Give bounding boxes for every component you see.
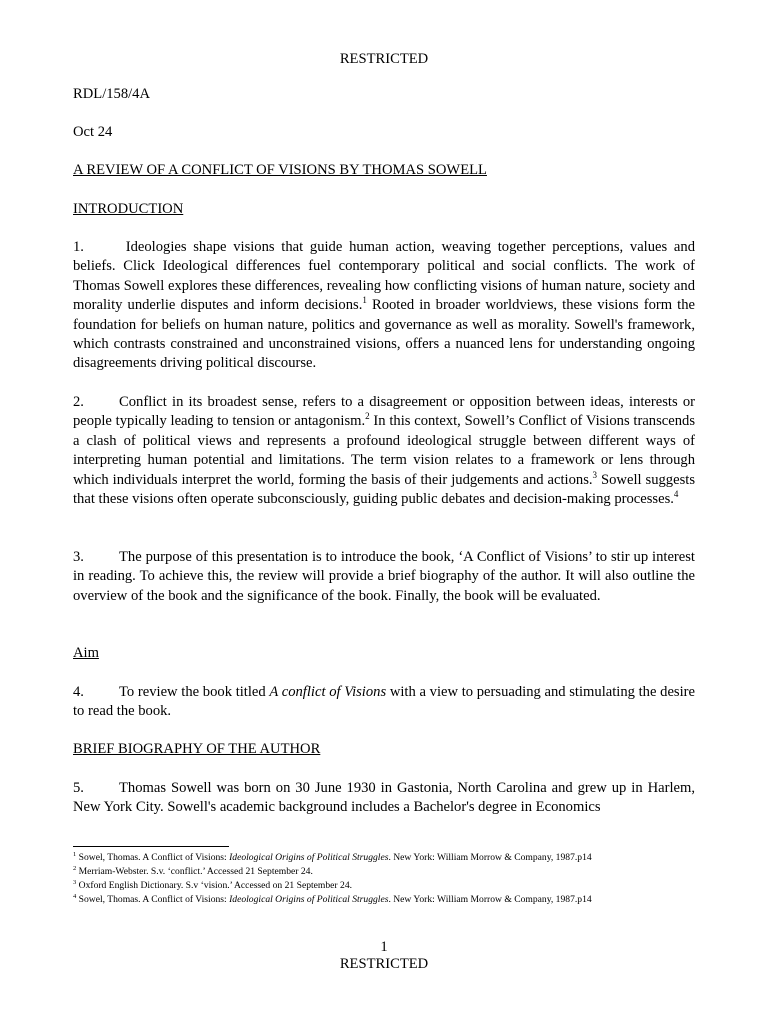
footnote-ref: 2 bbox=[365, 411, 370, 422]
paragraph-text: Conflict in its broadest sense, refers to a disagreement or opposition between ideas, interests or people typically leading to tension or antagonism. bbox=[73, 394, 695, 430]
paragraph-number: 5. bbox=[73, 780, 84, 796]
paragraph-4 bbox=[73, 683, 695, 722]
reference-number: RDL/158/4A bbox=[73, 86, 151, 102]
footnote-text: Sowel, Thomas. A Conflict of Visions: bbox=[76, 852, 230, 863]
footnote-number: 2 bbox=[73, 864, 77, 872]
footnote-3 bbox=[73, 879, 352, 892]
header-classification: RESTRICTED bbox=[339, 51, 429, 67]
paragraph-text: Sowell suggests that these visions often operate subconsciously, guiding public debates and decision-making processes. bbox=[73, 471, 695, 508]
paragraph-text: To review the book titled bbox=[119, 684, 270, 700]
footnote-text: Merriam-Webster. S.v. ‘conflict.’ Accessed 21 September 24. bbox=[76, 866, 313, 877]
footnote-number: 4 bbox=[73, 892, 77, 900]
paragraph-text: Rooted in broader worldviews, these visions form the foundation for beliefs on human nature, politics and governance as well as morality. Sowell's framework, which contrasts constrained and unconstrained visions, offers a nuanced lens for understanding ongoing disagreements driving political discourse. bbox=[73, 297, 696, 372]
paragraph-number: 2. bbox=[73, 394, 84, 410]
footnote-text: . New York: William Morrow & Company, 1987.p14 bbox=[388, 852, 592, 863]
paragraph-text: Thomas Sowell was born on 30 June 1930 in Gastonia, North Carolina and grew up in Harlem, New York City. Sowell's academic background includes a Bachelor's degree in Economics bbox=[73, 780, 695, 816]
paragraph-text: with a view to persuading and stimulating the desire to read the book. bbox=[73, 684, 695, 720]
footnote-ref: 4 bbox=[673, 489, 679, 500]
paragraph-2 bbox=[73, 393, 695, 509]
page-number: 1 bbox=[380, 939, 388, 955]
book-title: A conflict of Visions bbox=[269, 684, 387, 700]
document-date: Oct 24 bbox=[73, 124, 113, 140]
footnote-number: 3 bbox=[73, 878, 77, 886]
footnote-text: Sowel, Thomas. A Conflict of Visions: bbox=[76, 894, 230, 905]
paragraph-number: 4. bbox=[73, 684, 84, 700]
footnote-separator bbox=[73, 846, 229, 847]
paragraph-5 bbox=[73, 779, 695, 818]
footnote-number: 1 bbox=[73, 850, 77, 858]
paragraph-1 bbox=[73, 238, 695, 374]
footnote-2 bbox=[73, 865, 313, 878]
section-heading-biography: BRIEF BIOGRAPHY OF THE AUTHOR bbox=[73, 741, 321, 757]
document-title: A REVIEW OF A CONFLICT OF VISIONS BY THOMAS SOWELL bbox=[73, 162, 487, 178]
section-heading-introduction: INTRODUCTION bbox=[73, 201, 184, 217]
footnote-ref: 1 bbox=[362, 295, 367, 306]
paragraph-3 bbox=[73, 548, 695, 606]
footnote-text: . New York: William Morrow & Company, 1987.p14 bbox=[388, 894, 592, 905]
footnote-1 bbox=[73, 851, 592, 864]
paragraph-number: 3. bbox=[73, 549, 84, 565]
paragraph-text: Ideologies shape visions that guide human action, weaving together perceptions, values and beliefs. Click Ideological differences fuel contemporary political and social conflicts. The work of Thomas Sowell explores these differences, revealing how conflicting visions of human nature, society and morality underlie disputes and inform decisions. bbox=[73, 239, 695, 314]
footnote-italic: Ideological Origins of Political Struggles bbox=[229, 894, 389, 905]
paragraph-text: The purpose of this presentation is to introduce the book, ‘A Conflict of Visions’ to stir up interest in reading. To achieve this, the review will provide a brief biography of the author. It will also outline the overview of the book and the significance of the book. Finally, the book will be evaluated. bbox=[73, 549, 695, 604]
footnote-4 bbox=[73, 893, 592, 906]
footer-classification: RESTRICTED bbox=[339, 956, 429, 972]
paragraph-number: 1. bbox=[73, 239, 84, 255]
section-heading-aim: Aim bbox=[73, 645, 99, 661]
footnote-ref: 3 bbox=[592, 469, 598, 480]
footnote-italic: Ideological Origins of Political Struggles bbox=[229, 852, 389, 863]
footnote-text: Oxford English Dictionary. S.v ‘vision.’ Accessed on 21 September 24. bbox=[76, 880, 353, 891]
paragraph-text: In this context, Sowell’s Conflict of Visions transcends a clash of political views and represents a profound ideological struggle between different ways of interpreting human potential and limitations. The term vision relates to a framework or lens through which individuals interpret the world, forming the basis of their judgements and actions. bbox=[73, 413, 695, 488]
